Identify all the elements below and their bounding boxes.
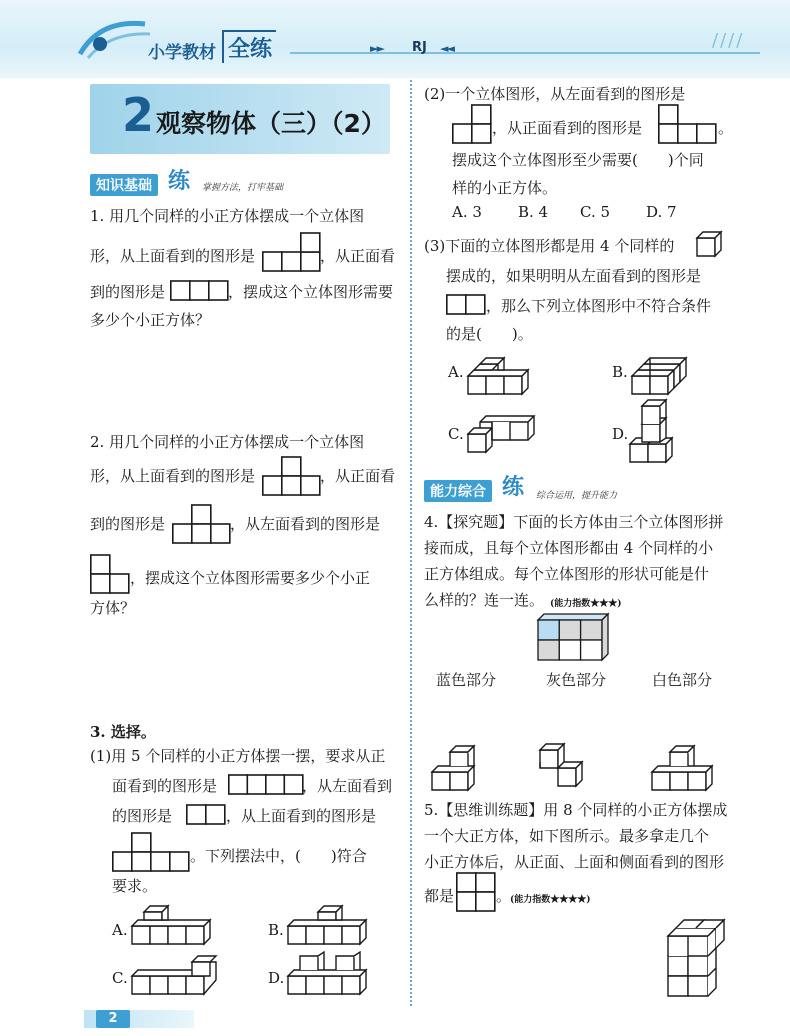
q3-p1-top-view-figure xyxy=(112,832,190,872)
q5-big-cube-figure xyxy=(668,920,726,1000)
q3-p3-option-a[interactable]: A. xyxy=(448,363,464,381)
q4-rating: (能力指数★★★) xyxy=(550,599,622,609)
q3-p2-line2b: 。 xyxy=(718,119,734,137)
q1-line4: 多少个小正方体？ xyxy=(90,311,211,329)
q4-label-white: 白色部分 xyxy=(652,671,713,689)
q3-p1-option-c-figure xyxy=(132,952,222,996)
q4-label-blue: 蓝色部分 xyxy=(436,671,497,689)
q3-p2-option-d[interactable]: D. 7 xyxy=(646,203,677,221)
q3-p3-option-a-figure xyxy=(468,352,532,396)
q1-top-view-figure xyxy=(262,232,320,272)
q3-p1-line2a: 面看到的图形是 xyxy=(112,777,218,795)
q4-label-gray: 灰色部分 xyxy=(546,671,607,689)
q3-p3-line4: 的是( )。 xyxy=(446,325,533,343)
basics-subtitle: 掌握方法，打牢基础 xyxy=(202,183,284,193)
q4-shape-3[interactable] xyxy=(652,744,716,792)
q3-title: 3. 选择。 xyxy=(90,723,156,741)
q3-p3-option-d-figure xyxy=(630,400,694,464)
q3-p1-option-b[interactable]: B. xyxy=(268,921,284,939)
q3-p2-option-a[interactable]: A. 3 xyxy=(452,203,482,221)
q3-p1-line5: 要求。 xyxy=(112,877,158,895)
q3-p3-option-b[interactable]: B. xyxy=(612,363,628,381)
q1-front-view-figure xyxy=(170,280,228,302)
q3-p3-left-view-figure xyxy=(446,294,486,316)
q2-line1: 2. 用几个同样的小正方体摆成一个立体图 xyxy=(90,433,365,451)
q2-top-view-figure xyxy=(262,456,320,496)
q3-p3-line1: (3)下面的立体图形都是用 4 个同样的 xyxy=(424,237,675,255)
q1-line3b: ，摆成这个立体图形需要 xyxy=(228,283,394,301)
q5-view-figure xyxy=(456,872,496,912)
q3-p3-option-d[interactable]: D. xyxy=(612,425,629,443)
q2-line2b: ，从正面看 xyxy=(320,467,396,485)
q4-cuboid-figure xyxy=(538,614,610,662)
q3-p3-option-c[interactable]: C. xyxy=(448,425,464,443)
q3-p2-line1: (2)一个立体图形，从左面看到的图形是 xyxy=(424,85,686,103)
q3-p1-option-d-figure xyxy=(288,952,378,996)
q5-line1: 5.【思维训练题】用 8 个同样的小正方体摆成 xyxy=(424,801,728,819)
q3-p3-line2: 摆成的，如果明明从左面看到的图形是 xyxy=(446,267,702,285)
q4-line2: 接而成，且每个立体图形都由 4 个同样的小 xyxy=(424,539,714,557)
q1-line1: 1. 用几个同样的小正方体摆成一个立体图 xyxy=(90,207,365,225)
q3-p1-line3a: 的图形是 xyxy=(112,807,173,825)
q3-p3-line3: ，那么下列立体图形中不符合条件 xyxy=(486,297,712,315)
q3-p2-option-b[interactable]: B. 4 xyxy=(518,203,549,221)
q4-line3: 正方体组成。每个立体图形的形状可能是什 xyxy=(424,565,710,583)
column-divider xyxy=(410,80,412,1010)
ability-label-practice: 练 xyxy=(502,475,525,500)
q2-left-view-figure xyxy=(90,554,130,594)
section-title: 观察物体（三）（2） xyxy=(156,109,386,138)
q2-front-view-figure xyxy=(172,504,230,544)
q3-p1-option-d[interactable]: D. xyxy=(268,969,285,987)
q3-p1-option-c[interactable]: C. xyxy=(112,969,128,987)
q4-line1: 4.【探究题】下面的长方体由三个立体图形拼 xyxy=(424,513,724,531)
q5-line4b: 。 xyxy=(496,887,512,905)
series-name: 小学教材 xyxy=(148,43,216,63)
q3-p2-line2a: ，从正面看到的图形是 xyxy=(492,119,643,137)
decorative-slashes: //// xyxy=(712,30,745,51)
q2-line4: ，摆成这个立体图形需要多少个小正 xyxy=(130,569,371,587)
cube-icon xyxy=(696,230,724,258)
q4-shape-1[interactable] xyxy=(432,744,496,792)
q1-line2a: 形，从上面看到的图形是 xyxy=(90,247,256,265)
q2-line3a: 到的图形是 xyxy=(90,515,166,533)
q3-p1-line1: (1)用 5 个同样的小正方体摆一摆，要求从正 xyxy=(90,747,386,765)
q5-line2: 一个大正方体，如下图所示。最多拿走几个 xyxy=(424,827,710,845)
q3-p2-front-view-figure xyxy=(658,104,718,144)
q2-line5: 方体？ xyxy=(90,599,136,617)
q3-p2-line4: 样的小正方体。 xyxy=(452,179,558,197)
q3-p1-line2b: ，从左面看到 xyxy=(302,777,393,795)
ability-label: 能力综合 xyxy=(424,480,492,502)
q3-p2-option-c[interactable]: C. 5 xyxy=(580,203,611,221)
page-number: 2 xyxy=(96,1010,130,1028)
basics-label-practice: 练 xyxy=(168,169,191,194)
q3-p1-line4: 。下列摆法中，( )符合 xyxy=(190,847,367,865)
arrow-right-icon: ►► xyxy=(370,42,383,55)
q3-p1-option-a[interactable]: A. xyxy=(112,921,128,939)
q5-rating: (能力指数★★★★) xyxy=(510,895,591,905)
q3-p1-left-view-figure xyxy=(186,804,226,826)
q3-p1-front-view-figure xyxy=(228,774,304,796)
q3-p3-option-b-figure xyxy=(632,352,696,396)
q3-p1-option-a-figure xyxy=(132,902,222,946)
q2-line3b: ，从左面看到的图形是 xyxy=(230,515,381,533)
q2-line2a: 形，从上面看到的图形是 xyxy=(90,467,256,485)
header-rule xyxy=(290,52,760,54)
q1-line3a: 到的图形是 xyxy=(90,283,166,301)
logo-swoosh-icon xyxy=(70,14,160,64)
arrow-left-icon: ◄◄ xyxy=(440,42,453,55)
q3-p1-line3b: ，从上面看到的图形是 xyxy=(226,807,377,825)
q3-p2-line3: 摆成这个立体图形至少需要( )个同 xyxy=(452,151,704,169)
q5-line4a: 都是 xyxy=(424,887,455,905)
q4-shape-2[interactable] xyxy=(540,744,604,792)
q3-p3-option-c-figure xyxy=(468,410,542,454)
basics-label: 知识基础 xyxy=(90,174,158,196)
section-title-banner xyxy=(90,84,390,154)
q4-line4: 么样的？连一连。 xyxy=(424,591,545,609)
brand-name: 全练 xyxy=(222,30,276,63)
ability-subtitle: 综合运用，提升能力 xyxy=(536,491,618,501)
q3-p2-left-view-figure xyxy=(452,104,492,144)
edition-label: RJ xyxy=(412,40,427,55)
q5-line3: 小正方体后，从正面、上面和侧面看到的图形 xyxy=(424,853,725,871)
q1-line2b: ，从正面看 xyxy=(320,247,396,265)
q3-p1-option-b-figure xyxy=(288,902,378,946)
section-number: 2 xyxy=(122,88,155,142)
